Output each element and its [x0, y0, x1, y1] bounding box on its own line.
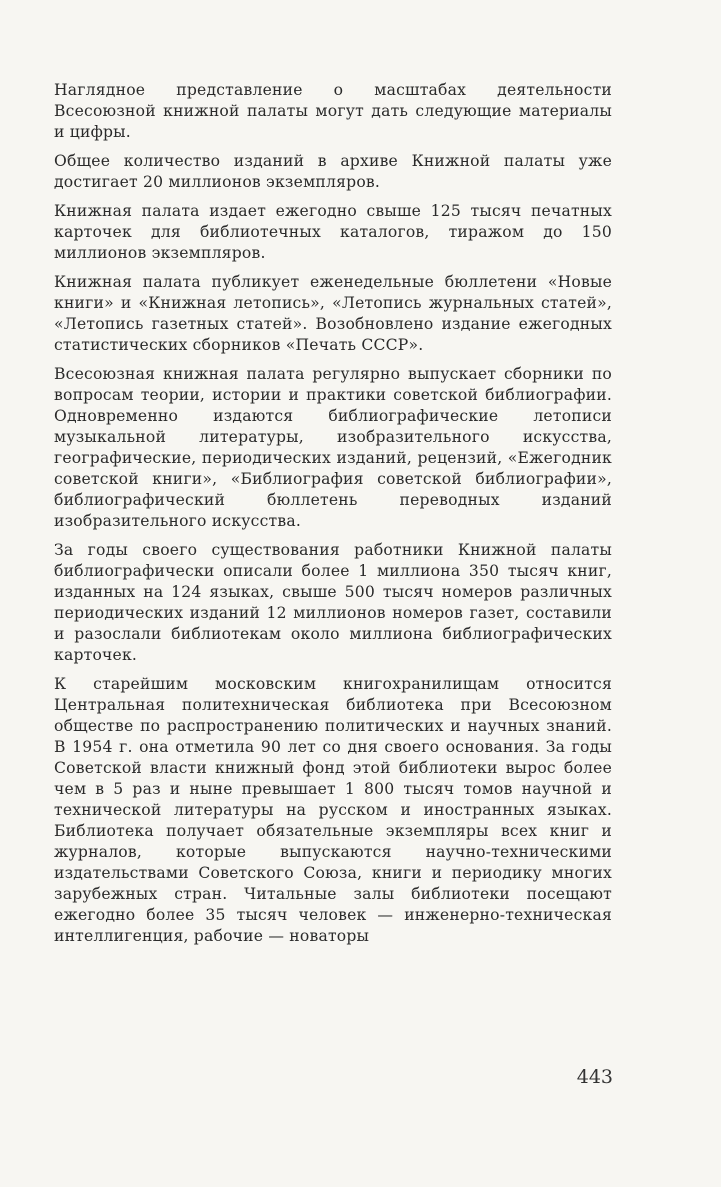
paragraph-5: Всесоюзная книжная палата регулярно выпускает сборники по вопросам теории, истории и практики советской библиографии. Одновременно издаются библиографические летописи музыкальной литературы, изобразительного искусства, географические, периодических изданий, рецензий, «Ежегодник советской книги», «Библиография советской библиографии», библиографический бюллетень переводных изданий изобразительного искусства. [54, 365, 612, 530]
page-number: 443 [576, 1066, 613, 1088]
paragraph-7: К старейшим московским книгохранилищам относится Центральная политехническая библиотека при Всесоюзном обществе по распространению политических и научных знаний. В 1954 г. она отметила 90 лет со дня своего основания. За годы Советской власти книжный фонд этой библиотеки вырос более чем в 5 раз и ныне превышает 1 800 тысяч томов научной и технической литературы на русском и иностранных языках. Библиотека получает обязательные экземпляры всех книг и журналов, которые выпускаются научно-техническими издательствами Советского Союза, книги и периодику многих зарубежных стран. Читальные залы библиотеки посещают ежегодно более 35 тысяч человек — инженерно-техническая интеллигенция, рабочие — новаторы [54, 675, 612, 945]
paragraph-4: Книжная палата публикует еженедельные бюллетени «Новые книги» и «Книжная летопись», «Летопись журнальных статей», «Летопись газетных статей». Возобновлено издание ежегодных статистических сборников «Печать СССР». [54, 273, 612, 354]
paragraph-1: Наглядное представление о масштабах деятельности Всесоюзной книжной палаты могут дать следующие материалы и цифры. [54, 81, 612, 141]
paragraph-3: Книжная палата издает ежегодно свыше 125 тысяч печатных карточек для библиотечных каталогов, тиражом до 150 миллионов экземпляров. [54, 202, 612, 262]
paragraph-2: Общее количество изданий в архиве Книжной палаты уже достигает 20 миллионов экземпляров. [54, 152, 612, 191]
paragraph-6: За годы своего существования работники Книжной палаты библиографически описали более 1 миллиона 350 тысяч книг, изданных на 124 языках, свыше 500 тысяч номеров различных периодических изданий 12 миллионов номеров газет, составили и разослали библиотекам около миллиона библиографических карточек. [54, 541, 612, 664]
body-text [54, 80, 612, 955]
